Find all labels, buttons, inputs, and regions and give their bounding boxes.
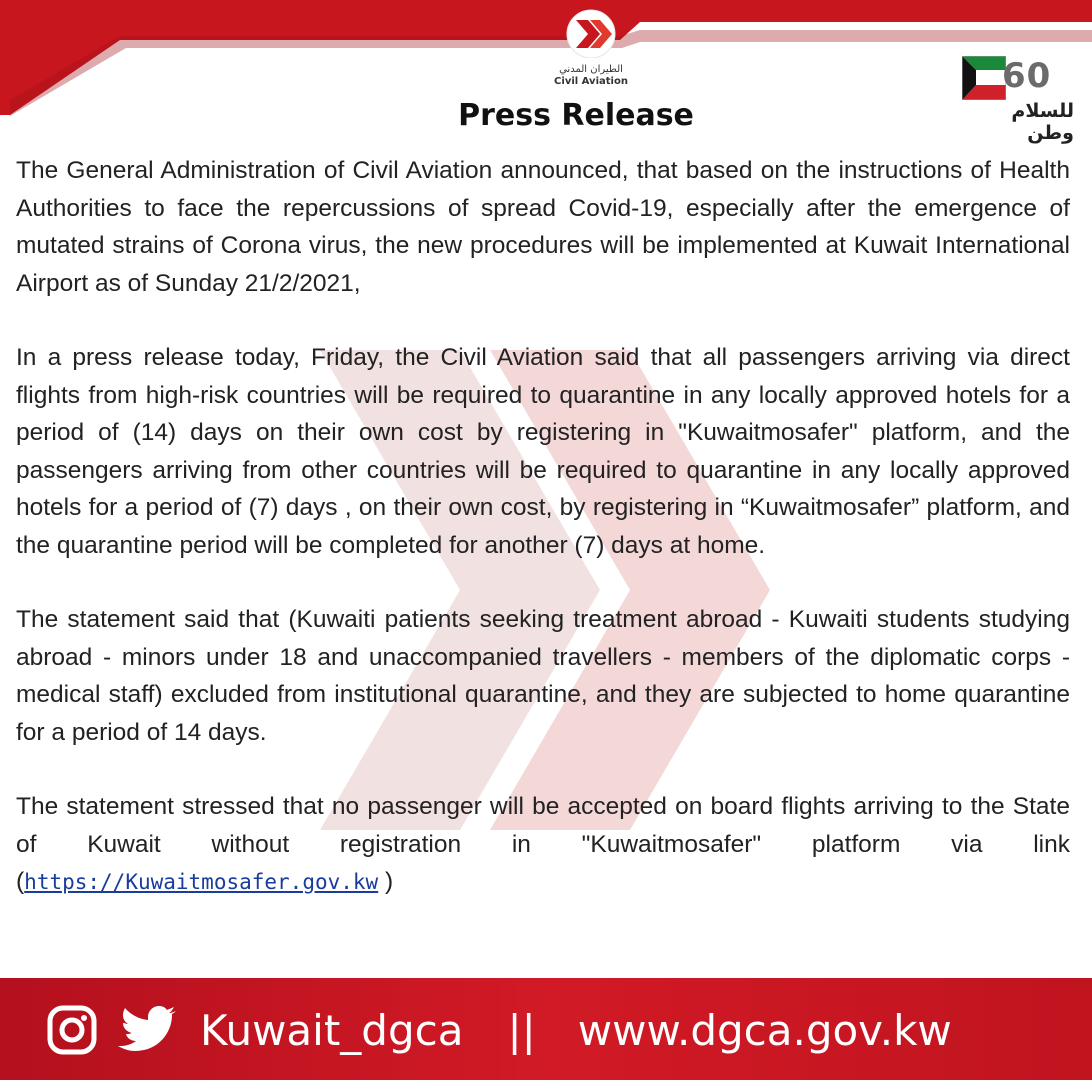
kuwait-flag-icon (962, 56, 1006, 100)
footer-separator: || (507, 1005, 536, 1055)
registration-text: The statement stressed that no passenger will be accepted on board flights arriving to the State of Kuwait without registration in "Kuwaitmosafer" platform via link ( (16, 793, 1070, 895)
paragraph-registration (16, 788, 1070, 902)
paragraph-quarantine-rules: In a press release today, Friday, the Civil Aviation said that all passengers arriving via direct flights from high-risk countries will be required to quarantine in any locally approved hotels for a period of (14) days on their own cost by registering in "Kuwaitmosafer" platform, and the passengers arriving from other countries will be required to quarantine in any locally approved hotels for a period of (7) days , on their own cost, by registering in “Kuwaitmosafer” platform, and the quarantine period will be completed for another (7) days at home. (16, 344, 1070, 559)
page-title: Press Release (458, 98, 694, 133)
logo-english-text: Civil Aviation (554, 76, 628, 87)
paragraph-announcement: The General Administration of Civil Aviation announced, that based on the instructions of Health Authorities to face the repercussions of spread Covid-19, especially after the emergence of mutated strains of Corona virus, the new procedures will be implemented at Kuwait International Airport as of Sunday 21/2/2021, (16, 157, 1070, 297)
footer-bar (0, 978, 1092, 1080)
logo-arabic-text: الطيران المدني (559, 64, 623, 75)
press-release-body (16, 152, 1070, 902)
footer-contacts (46, 1002, 952, 1058)
instagram-icon[interactable] (46, 1004, 98, 1056)
registration-closing: ) (378, 868, 394, 895)
civil-aviation-logo (548, 8, 634, 100)
chevron-logo-icon (556, 8, 626, 58)
website-link[interactable]: www.dgca.gov.kw (577, 1005, 952, 1055)
anniversary-slogan: للسلام وطن (1011, 100, 1074, 144)
kuwaitmosafer-link[interactable]: https://Kuwaitmosafer.gov.kw (24, 870, 379, 894)
paragraph-exclusions: The statement said that (Kuwaiti patients seeking treatment abroad - Kuwaiti students studying abroad - minors under 18 and unaccompanied travellers - members of the diplomatic corps - medical staff) excluded from institutional quarantine, and they are subjected to home quarantine for a period of 14 days. (16, 606, 1070, 746)
social-handle[interactable]: Kuwait_dgca (200, 1005, 464, 1055)
twitter-icon[interactable] (118, 1004, 178, 1056)
anniversary-number: 60 (1002, 56, 1052, 96)
